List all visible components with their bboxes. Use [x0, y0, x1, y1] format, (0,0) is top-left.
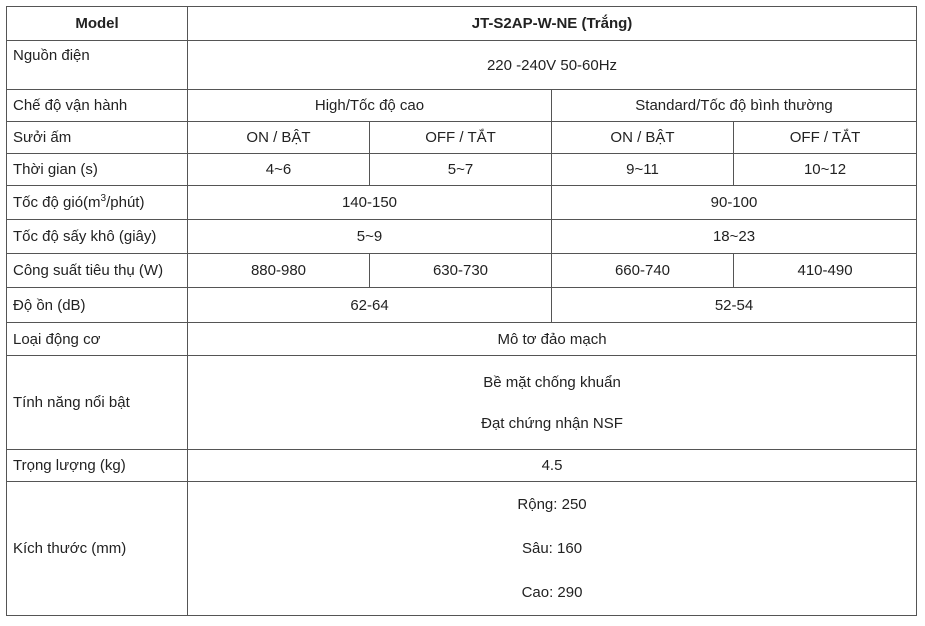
airflow-label-sup: 3 — [100, 193, 107, 204]
dimensions-label: Kích thước (mm) — [7, 482, 188, 616]
mode-standard: Standard/Tốc độ bình thường — [552, 90, 917, 122]
row-noise — [7, 288, 917, 323]
row-mode — [7, 90, 917, 122]
dry-speed-standard: 18~23 — [552, 220, 917, 254]
time-value: 9~11 — [552, 154, 734, 186]
weight-value: 4.5 — [188, 450, 917, 482]
power-consumption-value: 410-490 — [734, 254, 917, 288]
spec-table — [6, 6, 917, 616]
power-label: Nguồn điện — [7, 41, 188, 90]
time-value: 4~6 — [188, 154, 370, 186]
row-dimensions — [7, 482, 917, 616]
features-label: Tính năng nổi bật — [7, 356, 188, 450]
time-value: 10~12 — [734, 154, 917, 186]
features-value — [188, 356, 917, 450]
power-consumption-value: 660-740 — [552, 254, 734, 288]
airflow-label — [7, 186, 188, 220]
feature-item: Bề mặt chống khuẩn — [483, 373, 621, 391]
airflow-label-pre: Tốc độ gió(m — [13, 194, 101, 211]
weight-label: Trọng lượng (kg) — [7, 450, 188, 482]
row-motor — [7, 323, 917, 356]
noise-standard: 52-54 — [552, 288, 917, 323]
row-dry-speed — [7, 220, 917, 254]
motor-value: Mô tơ đảo mạch — [188, 323, 917, 356]
row-time — [7, 154, 917, 186]
noise-label: Độ ồn (dB) — [7, 288, 188, 323]
dry-speed-label: Tốc độ sấy khô (giây) — [7, 220, 188, 254]
dimension-item: Sâu: 160 — [521, 540, 583, 557]
row-airflow — [7, 186, 917, 220]
model-value: JT-S2AP-W-NE (Trắng) — [188, 7, 917, 41]
dimensions-value — [188, 482, 917, 616]
row-power-consumption — [7, 254, 917, 288]
power-consumption-label: Công suất tiêu thụ (W) — [7, 254, 188, 288]
airflow-high: 140-150 — [188, 186, 552, 220]
dimension-item: Rộng: 250 — [517, 496, 587, 513]
dimension-item: Cao: 290 — [521, 584, 583, 601]
power-consumption-value: 880-980 — [188, 254, 370, 288]
heating-value: ON / BẬT — [552, 122, 734, 154]
row-features — [7, 356, 917, 450]
feature-item: Đạt chứng nhận NSF — [481, 414, 623, 432]
power-consumption-value: 630-730 — [370, 254, 552, 288]
heating-value: OFF / TẮT — [370, 122, 552, 154]
row-power — [7, 41, 917, 90]
time-label: Thời gian (s) — [7, 154, 188, 186]
row-model — [7, 7, 917, 41]
heating-label: Sưởi ấm — [7, 122, 188, 154]
airflow-standard: 90-100 — [552, 186, 917, 220]
dry-speed-high: 5~9 — [188, 220, 552, 254]
noise-high: 62-64 — [188, 288, 552, 323]
mode-high: High/Tốc độ cao — [188, 90, 552, 122]
row-weight — [7, 450, 917, 482]
heating-value: ON / BẬT — [188, 122, 370, 154]
mode-label: Chế độ vận hành — [7, 90, 188, 122]
power-value: 220 -240V 50-60Hz — [188, 41, 917, 90]
motor-label: Loại động cơ — [7, 323, 188, 356]
heating-value: OFF / TẮT — [734, 122, 917, 154]
airflow-label-post: /phút) — [106, 194, 145, 211]
time-value: 5~7 — [370, 154, 552, 186]
model-label: Model — [7, 7, 188, 41]
row-heating — [7, 122, 917, 154]
